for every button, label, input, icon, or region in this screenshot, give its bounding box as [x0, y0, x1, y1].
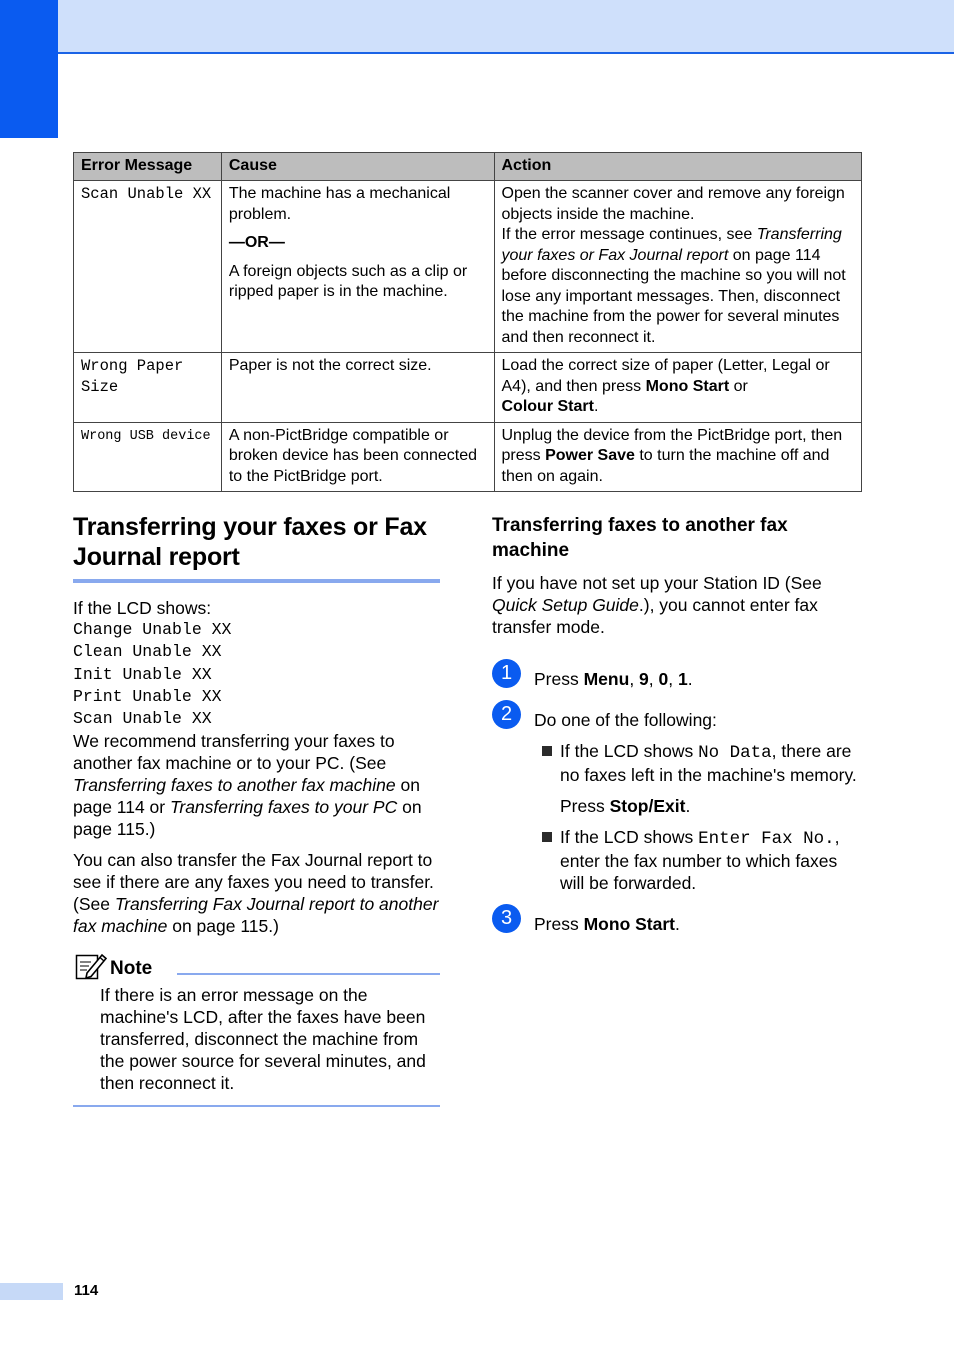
option-list [534, 740, 862, 894]
text-part: Press [534, 914, 584, 934]
header-band [0, 0, 954, 54]
error-code: Scan Unable XX [74, 181, 222, 353]
text-part: , [648, 669, 659, 689]
bullet-square-icon [542, 832, 552, 842]
cross-reference: Transferring Fax Journal report to another fax machine [73, 894, 439, 937]
section-heading: Transferring your faxes or Fax Journal report [73, 513, 427, 571]
lcd-message: Init Unable XX [73, 664, 212, 684]
lcd-message: Enter Fax No. [698, 829, 835, 849]
cross-reference: Transferring faxes to your PC [169, 797, 398, 818]
paragraph [73, 849, 440, 937]
step-3 [492, 907, 862, 935]
note-body: If there is an error message on the machine's LCD, after the faxes have been transferred, disconnect the machine from the power source for several minutes, and then reconnect it. [100, 985, 426, 1093]
header-action: Action [494, 153, 862, 181]
footer-tab [0, 1283, 63, 1300]
action-cell [494, 422, 862, 492]
key-name: 0 [658, 669, 669, 689]
subsection-heading: Transferring faxes to another fax machine [492, 515, 788, 561]
action-text: Open the scanner cover and remove any foreign objects inside the machine. [501, 185, 845, 223]
left-column [73, 512, 440, 937]
action-cell [494, 181, 862, 353]
lcd-message: Clean Unable XX [73, 642, 222, 662]
key-name: Stop/Exit [609, 796, 686, 816]
key-name: 1 [677, 669, 688, 689]
heading-rule [73, 579, 440, 583]
note-pencil-icon [75, 952, 107, 980]
table-row [74, 422, 862, 492]
key-name: 9 [639, 669, 649, 689]
text-part: , there are no faxes left in the machine's memory. [560, 741, 857, 785]
lcd-message: Change Unable XX [73, 620, 232, 639]
text-part: You can also transfer the Fax Journal report to see if there are any faxes you need to transfer. (See [73, 850, 434, 915]
right-column [492, 514, 862, 935]
error-code: Wrong Paper Size [74, 353, 222, 423]
intro-paragraph [492, 572, 862, 638]
text-part: . [685, 796, 691, 816]
lcd-message: Scan Unable XX [73, 709, 212, 729]
key-name: Menu [583, 669, 630, 689]
text-part: , [668, 669, 678, 689]
text-part: on page 115.) [73, 797, 422, 840]
cross-reference: Transferring faxes to another fax machine [73, 775, 396, 796]
note-rule [177, 973, 440, 975]
step-number-badge: 1 [492, 659, 521, 688]
header-error-message: Error Message [74, 153, 222, 181]
cross-reference: Transferring your faxes or Fax Journal report [501, 226, 842, 264]
cross-reference: Quick Setup Guide [492, 595, 639, 615]
key-name: Colour Start [501, 398, 594, 415]
key-name: Power Save [545, 447, 635, 464]
step-2 [492, 703, 862, 731]
table-header-row [74, 153, 862, 181]
text-part: . [687, 669, 693, 689]
action-text [502, 225, 855, 348]
step-number-badge: 3 [492, 904, 521, 933]
text-part: If you have not set up your Station ID (See [492, 573, 822, 593]
chapter-tab [0, 0, 58, 138]
lcd-message: Print Unable XX [73, 686, 222, 706]
note-title: Note [110, 958, 153, 979]
paragraph [73, 730, 440, 840]
action-text-part: Load the correct size of paper (Letter, Legal or A4), and then press [501, 357, 830, 395]
lcd-intro: If the LCD shows: [73, 598, 212, 618]
cause-cell [221, 181, 494, 353]
or-separator: —OR— [228, 234, 285, 251]
cause-text: A foreign objects such as a clip or ripped paper is in the machine. [228, 262, 468, 300]
table-row [74, 181, 862, 353]
text-part: Press [560, 796, 610, 816]
action-text-part: If the error message continues, see [501, 226, 757, 243]
error-table [73, 152, 862, 492]
text-part: . [675, 914, 680, 934]
cause-text: Paper is not the correct size. [221, 353, 494, 423]
step-1 [492, 662, 862, 690]
text-part: If the LCD shows [560, 741, 699, 761]
text-part: Press [534, 669, 584, 689]
error-code: Wrong USB device [74, 422, 222, 492]
key-name: Mono Start [645, 377, 730, 395]
text-part: , [629, 669, 640, 689]
note-header [73, 952, 440, 984]
step-number-badge: 2 [492, 700, 521, 729]
key-name: Mono Start [583, 914, 675, 934]
action-text-part: Unplug the device from the PictBridge port, then press [501, 426, 843, 464]
table-row [74, 353, 862, 423]
action-text-part: on page 114 before disconnecting the machine so you will not lose any important messages. Then, disconnect the machine from the power for several minutes and then reconnect it. [501, 246, 846, 346]
text-part: on page 114 or [73, 775, 420, 818]
bullet-instruction [560, 795, 862, 817]
list-item [534, 740, 862, 817]
lcd-message: No Data [698, 743, 772, 763]
text-part: .), you cannot enter fax transfer mode. [492, 595, 818, 637]
note-bottom-rule [73, 1105, 440, 1107]
cause-text: The machine has a mechanical problem. [228, 185, 451, 223]
text-part: If the LCD shows [560, 827, 699, 847]
action-cell [494, 353, 862, 423]
action-text-part: or [729, 377, 748, 395]
cause-text: A non-PictBridge compatible or broken device has been connected to the PictBridge port. [221, 422, 494, 492]
action-text-part: . [593, 398, 599, 415]
step-text: Do one of the following: [534, 710, 717, 730]
page-number: 114 [74, 1282, 99, 1299]
text-part: We recommend transferring your faxes to another fax machine or to your PC. (See [73, 731, 395, 774]
text-part: on page 115.) [167, 916, 279, 937]
list-item [534, 826, 862, 894]
text-part: , enter the fax number to which faxes will be forwarded. [560, 827, 840, 893]
lcd-message-list [73, 619, 440, 730]
header-cause: Cause [221, 153, 494, 181]
note-box [73, 952, 440, 1107]
bullet-square-icon [542, 746, 552, 756]
action-text-part: to turn the machine off and then on again. [501, 447, 830, 485]
